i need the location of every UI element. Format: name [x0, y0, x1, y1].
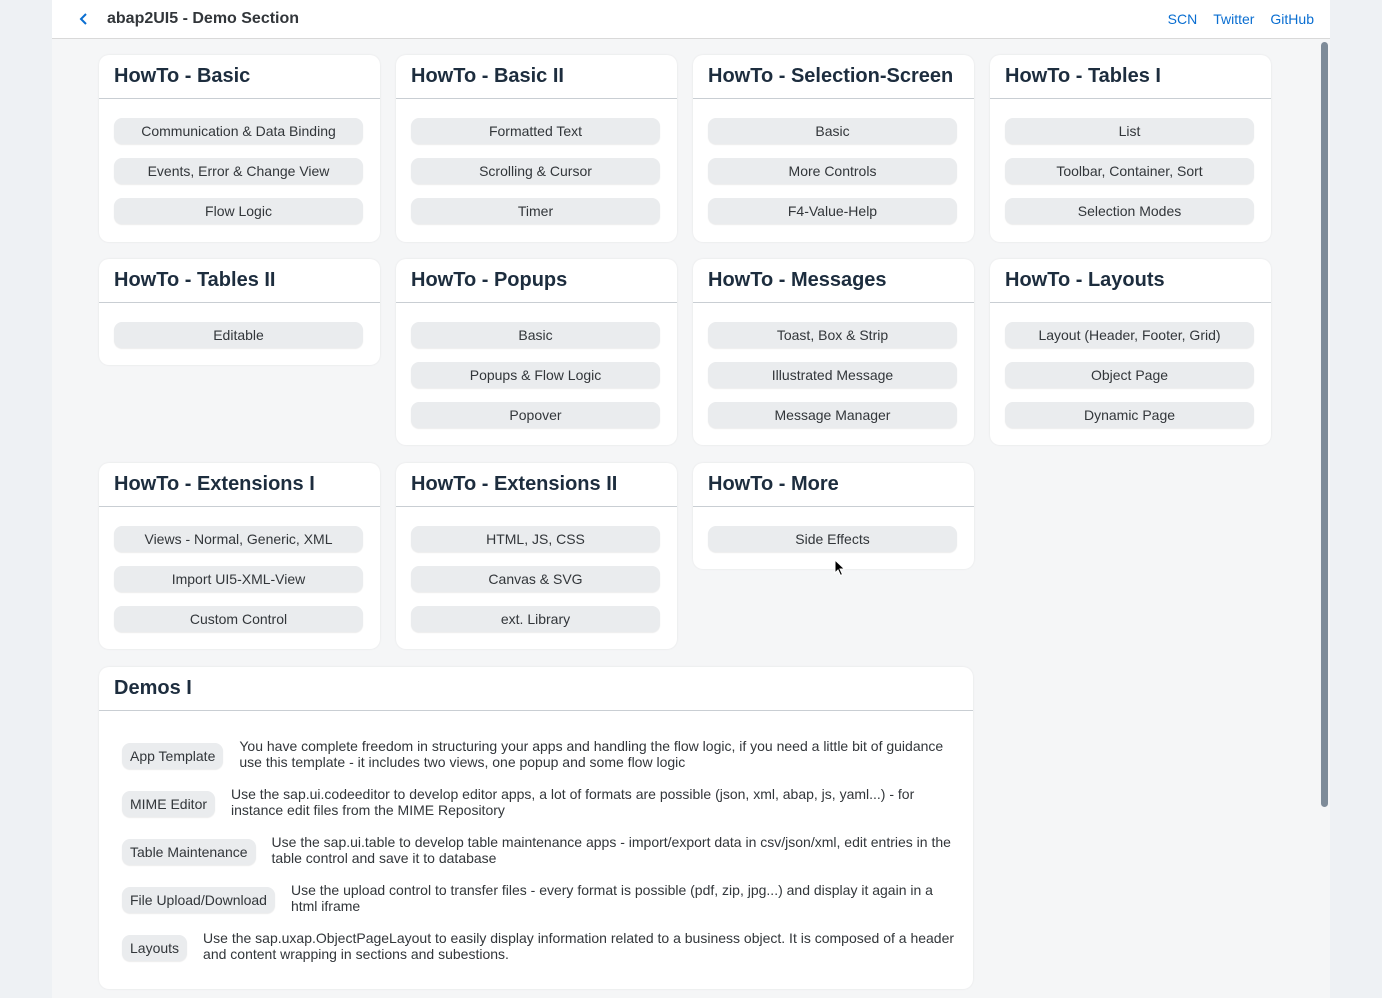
side-effects-button[interactable]: Side Effects — [708, 526, 957, 552]
card-howto-messages — [693, 259, 974, 445]
layouts-button[interactable]: Layouts — [122, 935, 187, 961]
demo-description-line: html iframe — [290, 898, 361, 914]
card-howto-selection-screen — [693, 55, 974, 242]
card-howto-basic-ii — [396, 55, 677, 242]
card-title: HowTo - Extensions II — [411, 473, 618, 495]
page-title: abap2UI5 - Demo Section — [107, 10, 300, 27]
list-button[interactable]: List — [1005, 118, 1254, 144]
canvas-svg-button[interactable]: Canvas & SVG — [411, 566, 660, 592]
file-upload-download-button[interactable]: File Upload/Download — [122, 887, 275, 913]
demo-row-table-maintenance — [122, 834, 962, 866]
demo-row-file-upload-download — [122, 882, 962, 914]
card-demos-i — [99, 667, 973, 989]
twitter-link[interactable]: Twitter — [1213, 11, 1255, 27]
card-howto-extensions-ii — [396, 463, 677, 649]
html-js-css-button[interactable]: HTML, JS, CSS — [411, 526, 660, 552]
formatted-text-button[interactable]: Formatted Text — [411, 118, 660, 144]
scrollbar-thumb[interactable] — [1321, 42, 1328, 807]
selection-modes-button[interactable]: Selection Modes — [1005, 198, 1254, 224]
chevron-left-icon — [79, 13, 89, 25]
demo-description — [203, 930, 954, 962]
events-error-change-view-button[interactable]: Events, Error & Change View — [114, 158, 363, 184]
demo-description-line: Use the upload control to transfer files - every format is possible (pdf, zip, jpg...) and display it again in a — [290, 882, 933, 898]
card-title: HowTo - Basic II — [411, 65, 564, 87]
demo-row-layouts — [122, 930, 962, 962]
popups-flow-logic-button[interactable]: Popups & Flow Logic — [411, 362, 660, 388]
back-button[interactable] — [74, 9, 94, 29]
mime-editor-button[interactable]: MIME Editor — [122, 791, 215, 817]
more-controls-button[interactable]: More Controls — [708, 158, 957, 184]
demo-description-line: Use the sap.uxap.ObjectPageLayout to easily display information related to a business object. It is composed of a header — [203, 930, 955, 946]
ext-library-button[interactable]: ext. Library — [411, 606, 660, 632]
background-left — [0, 0, 52, 998]
app-shell — [52, 0, 1330, 998]
selection-basic-button[interactable]: Basic — [708, 118, 957, 144]
timer-button[interactable]: Timer — [411, 198, 660, 224]
flow-logic-button[interactable]: Flow Logic — [114, 198, 363, 224]
layout-header-footer-grid-button[interactable]: Layout (Header, Footer, Grid) — [1005, 322, 1254, 348]
editable-button[interactable]: Editable — [114, 322, 363, 348]
demo-description-line: table control and save it to database — [271, 850, 497, 866]
card-title: HowTo - Popups — [411, 269, 568, 291]
custom-control-button[interactable]: Custom Control — [114, 606, 363, 632]
card-howto-layouts — [990, 259, 1271, 445]
app-template-button[interactable]: App Template — [122, 743, 223, 769]
card-howto-tables-i — [990, 55, 1271, 242]
scrolling-cursor-button[interactable]: Scrolling & Cursor — [411, 158, 660, 184]
demo-description-line: You have complete freedom in structuring your apps and handling the flow logic, if you need a little bit of guidance — [239, 738, 944, 754]
demo-description-line: use this template - it includes two views, one popup and some flow logic — [239, 754, 686, 770]
import-ui5-xml-view-button[interactable]: Import UI5-XML-View — [114, 566, 363, 592]
page-header — [52, 0, 1330, 39]
toolbar-container-sort-button[interactable]: Toolbar, Container, Sort — [1005, 158, 1254, 184]
card-title: HowTo - Tables II — [114, 269, 276, 291]
scn-link[interactable]: SCN — [1167, 11, 1198, 27]
header-links — [1168, 11, 1314, 27]
card-howto-extensions-i — [99, 463, 380, 649]
table-maintenance-button[interactable]: Table Maintenance — [122, 839, 256, 865]
f4-value-help-button[interactable]: F4-Value-Help — [708, 198, 957, 224]
card-title: HowTo - More — [708, 473, 839, 495]
github-link[interactable]: GitHub — [1270, 11, 1314, 27]
demo-description — [291, 882, 933, 914]
background-right — [1330, 0, 1382, 998]
message-manager-button[interactable]: Message Manager — [708, 402, 957, 428]
card-title: HowTo - Tables I — [1005, 65, 1161, 87]
card-title: HowTo - Basic — [114, 65, 251, 87]
object-page-button[interactable]: Object Page — [1005, 362, 1254, 388]
demo-description-line: instance edit files from the MIME Repository — [231, 802, 505, 818]
demo-description-line: and content wrapping in sections and subestions. — [203, 946, 509, 962]
card-howto-more — [693, 463, 974, 569]
illustrated-message-button[interactable]: Illustrated Message — [708, 362, 957, 388]
popups-basic-button[interactable]: Basic — [411, 322, 660, 348]
card-title: HowTo - Extensions I — [114, 473, 315, 495]
dynamic-page-button[interactable]: Dynamic Page — [1005, 402, 1254, 428]
demo-description-line: Use the sap.ui.table to develop table maintenance apps - import/export data in csv/json/xml, edit entries in the — [271, 834, 951, 850]
mouse-pointer-icon — [834, 559, 846, 577]
demo-description — [231, 786, 914, 818]
demo-description-line: Use the sap.ui.codeeditor to develop editor apps, a lot of formats are possible (json, xml, abap, js, yaml...) - for — [231, 786, 915, 802]
card-title: HowTo - Selection-Screen — [708, 65, 954, 87]
communication-data-binding-button[interactable]: Communication & Data Binding — [114, 118, 363, 144]
card-title: HowTo - Messages — [708, 269, 887, 291]
card-howto-basic — [99, 55, 380, 242]
demo-description — [239, 738, 943, 770]
demo-description — [272, 834, 951, 866]
card-title: Demos I — [114, 677, 192, 699]
card-title: HowTo - Layouts — [1005, 269, 1165, 291]
popover-button[interactable]: Popover — [411, 402, 660, 428]
views-normal-generic-xml-button[interactable]: Views - Normal, Generic, XML — [114, 526, 363, 552]
demo-row-mime-editor — [122, 786, 962, 818]
card-howto-popups — [396, 259, 677, 445]
card-howto-tables-ii — [99, 259, 380, 365]
demo-row-app-template — [122, 738, 962, 770]
toast-box-strip-button[interactable]: Toast, Box & Strip — [708, 322, 957, 348]
